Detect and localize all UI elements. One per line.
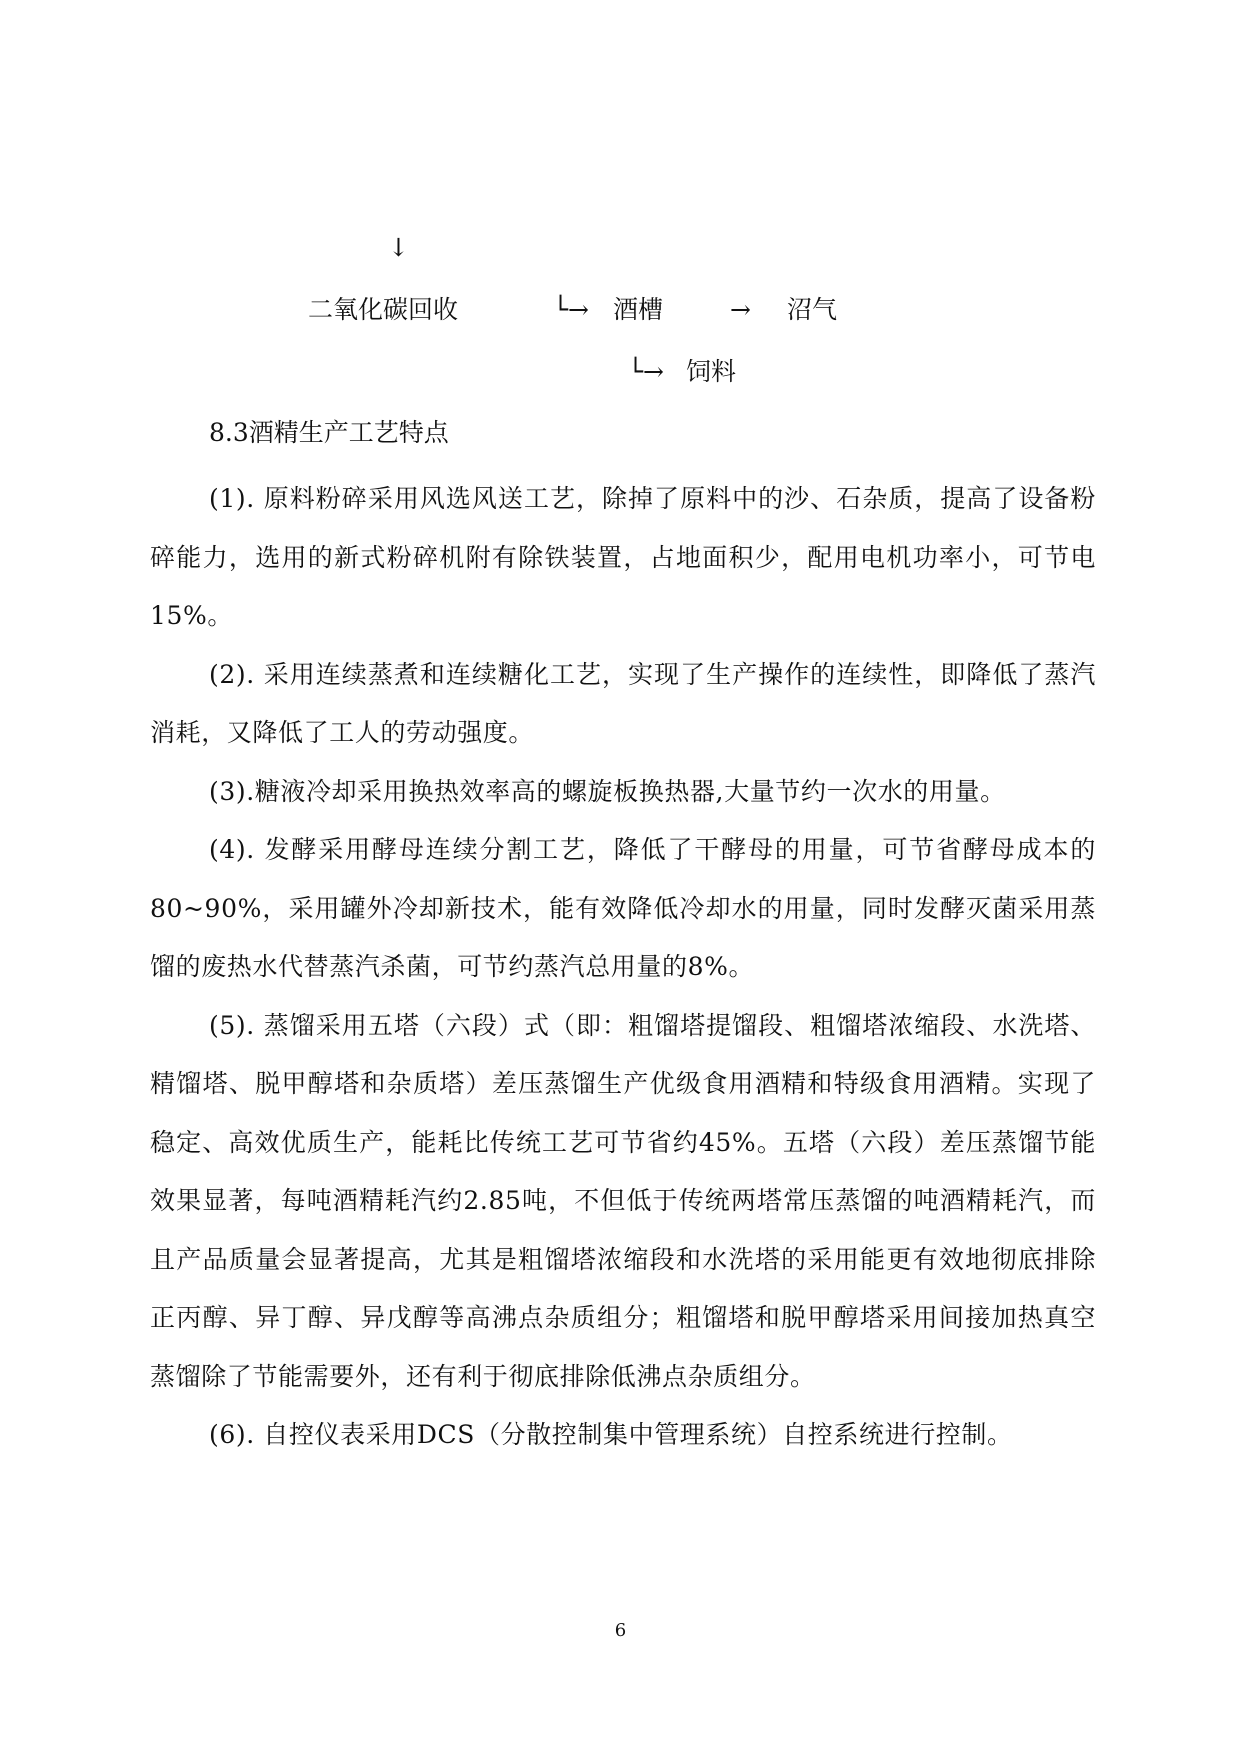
paragraph-1: (1). 原料粉碎采用风选风送工艺，除掉了原料中的沙、石杂质，提高了设备粉碎能力，选用的新式粉碎机附有除铁装置，占地面积少，配用电机功率小，可节电15%。	[150, 484, 1096, 630]
flow-biogas: 沼气	[787, 295, 838, 324]
paragraph-6: (6). 自控仪表采用DCS（分散控制集中管理系统）自控系统进行控制。	[209, 1420, 1013, 1449]
flow-feed: 饲料	[686, 357, 737, 386]
flow-branch-arrow: └→	[553, 295, 589, 324]
flow-branch-arrow-feed: └→	[628, 357, 664, 386]
page-number: 6	[614, 1620, 627, 1641]
flow-distillers-grains: 酒槽	[613, 295, 664, 324]
flow-arrow-down: ↓	[388, 233, 409, 262]
paragraph-2: (2). 采用连续蒸煮和连续糖化工艺，实现了生产操作的连续性，即降低了蒸汽消耗，又降低了工人的劳动强度。	[150, 659, 1096, 747]
section-heading: 8.3酒精生产工艺特点	[209, 418, 449, 447]
paragraph-5: (5). 蒸馏采用五塔（六段）式（即：粗馏塔提馏段、粗馏塔浓缩段、水洗塔、精馏塔、脱甲醇塔和杂质塔）差压蒸馏生产优级食用酒精和特级食用酒精。实现了稳定、高效优质生产，能耗比传统工艺可节省约45%。五塔（六段）差压蒸馏节能效果显著，每吨酒精耗汽约2.85吨，不但低于传统两塔常压蒸馏的吨酒精耗汽，而且产品质量会显著提高，尤其是粗馏塔浓缩段和水洗塔的采用能更有效地彻底排除正丙醇、异丁醇、异戊醇等高沸点杂质组分；粗馏塔和脱甲醇塔采用间接加热真空蒸馏除了节能需要外，还有利于彻底排除低沸点杂质组分。	[150, 1010, 1096, 1391]
flow-arrow-right: →	[730, 295, 751, 324]
process-flow-fragment	[0, 0, 1241, 400]
flow-co2-recovery: 二氧化碳回收	[308, 295, 459, 324]
paragraph-3: (3).糖液冷却采用换热效率高的螺旋板换热器,大量节约一次水的用量。	[209, 776, 1006, 806]
paragraph-4: (4). 发酵采用酵母连续分割工艺，降低了干酵母的用量，可节省酵母成本的80~90%，采用罐外冷却新技术，能有效降低冷却水的用量，同时发酵灭菌采用蒸馏的废热水代替蒸汽杀菌，可节约蒸汽总用量的8%。	[150, 835, 1096, 981]
body-text	[150, 470, 1096, 1465]
